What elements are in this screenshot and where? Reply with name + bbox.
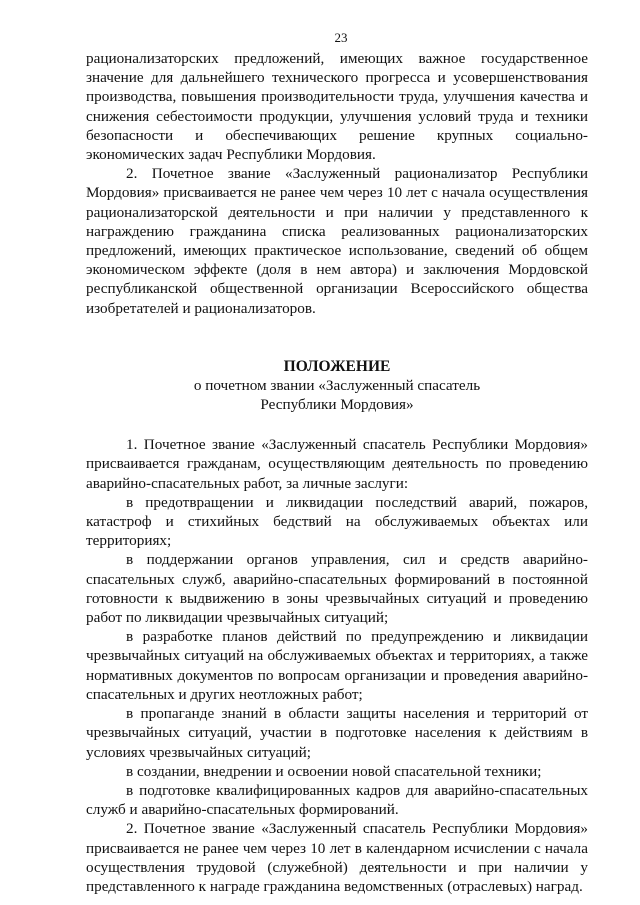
rescuer-item-1-intro: 1. Почетное звание «Заслуженный спасатель Республики Мордовия» присваивается гражданам, осуществляющим деятельность по проведению аварийно-спасательных работ, за личные заслуги:	[86, 436, 588, 492]
rationalizer-item-2: 2. Почетное звание «Заслуженный рационализатор Республики Мордовия» присваивается не ранее чем через 10 лет с начала осуществления рационализаторской деятельности и при наличии у представленного к награждению гражданина списка реализованных рационализаторских предложений, имеющих практическое использование, сведений об общем экономическом эффекте (доля в нем автора) и заключения Мордовской республиканской общественной организации Всероссийского общества изобретателей и рационализаторов.	[86, 165, 588, 317]
continuation-paragraph: рационализаторских предложений, имеющих важное государственное значение для дальнейшего технического прогресса и усовершенствования производства, повышения производительности труда, улучшения качества и снижения себестоимости продукции, улучшения условий труда и техники безопасности и обеспечивающих решение крупных социально-экономических задач Республики Мордовия.	[86, 50, 588, 164]
merit-item: в подготовке квалифицированных кадров для аварийно-спасательных служб и аварийно-спасательных формирований.	[86, 781, 588, 819]
section-title: ПОЛОЖЕНИЕ	[283, 357, 391, 375]
title-gap	[86, 414, 588, 435]
merit-item: в поддержании органов управления, сил и средств аварийно-спасательных служб, аварийно-спасательных формирований в постоянной готовности к выдвижению в зоны чрезвычайных ситуаций и проведению работ по ликвидации чрезвычайных ситуаций;	[86, 551, 588, 627]
merit-item: в предотвращении и ликвидации последствий аварий, пожаров, катастроф и стихийных бедствий на обслуживаемых объектах или территориях;	[86, 493, 588, 550]
rescuer-item-2: 2. Почетное звание «Заслуженный спасатель Республики Мордовия» присваивается не ранее чем через 10 лет в календарном исчислении с начала осуществления трудовой (служебной) деятельности и при наличии у представленного к награде гражданина ведомственных (отраслевых) наград.	[86, 820, 588, 895]
page-number: 23	[334, 30, 348, 45]
section-subtitle-line2: Республики Мордовия»	[260, 396, 414, 414]
section-subtitle-line1: о почетном звании «Заслуженный спасатель	[193, 376, 481, 394]
merit-item: в разработке планов действий по предупреждению и ликвидации чрезвычайных ситуаций на обслуживаемых объектах и территориях, а также нормативных документов по вопросам организации и проведения аварийно-спасательных и других неотложных работ;	[86, 628, 588, 703]
merit-item: в создании, внедрении и освоении новой спасательной техники;	[126, 762, 542, 780]
merit-item: в пропаганде знаний в области защиты населения и территорий от чрезвычайных ситуаций, участии в подготовке населения к действиям в условиях чрезвычайных ситуаций;	[86, 705, 588, 761]
section-gap	[86, 318, 588, 357]
